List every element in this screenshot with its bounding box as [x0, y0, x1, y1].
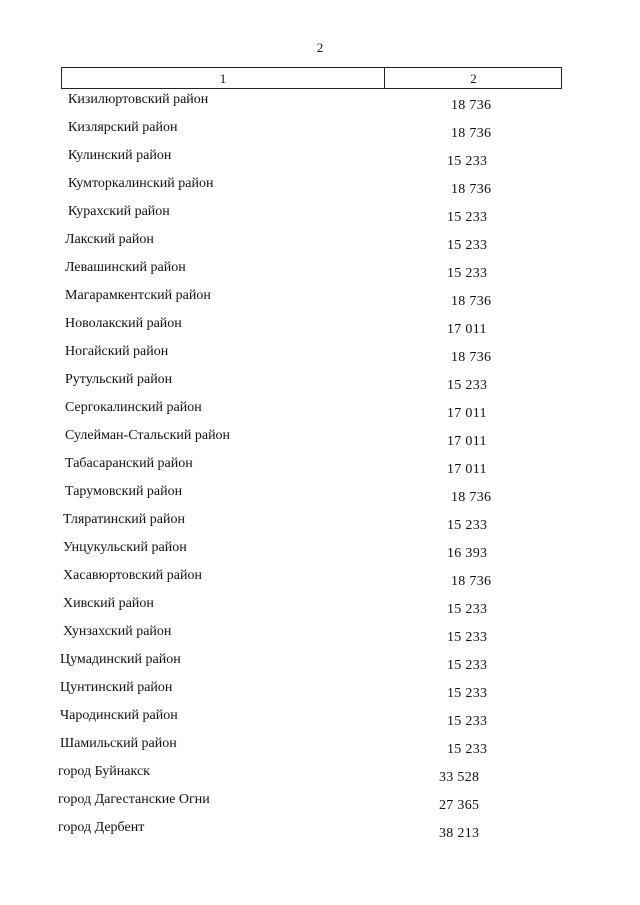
- district-value: 15 233: [447, 154, 488, 169]
- district-value: 27 365: [439, 798, 480, 813]
- district-name: Хасавюртовский район: [63, 568, 202, 583]
- district-name: Кизилюртовский район: [68, 92, 209, 107]
- table-row: [0, 232, 640, 260]
- district-value: 17 011: [447, 462, 487, 477]
- district-name: Кулинский район: [68, 148, 172, 163]
- district-name: Цумадинский район: [60, 652, 181, 667]
- district-value: 15 233: [447, 658, 488, 673]
- district-value: 18 736: [451, 126, 492, 141]
- table-row: [0, 540, 640, 568]
- table-row: [0, 708, 640, 736]
- district-value: 15 233: [447, 238, 488, 253]
- district-value: 15 233: [447, 518, 488, 533]
- district-name: город Дагестанские Огни: [58, 792, 210, 807]
- district-name: Магарамкентский район: [65, 288, 211, 303]
- table-row: [0, 92, 640, 120]
- district-name: Унцукульский район: [63, 540, 187, 555]
- district-name: Лакский район: [65, 232, 154, 247]
- district-value: 18 736: [451, 182, 492, 197]
- district-value: 15 233: [447, 742, 488, 757]
- district-name: Левашинский район: [65, 260, 186, 275]
- district-value: 18 736: [451, 98, 492, 113]
- district-name: Тарумовский район: [65, 484, 183, 499]
- district-value: 38 213: [439, 826, 480, 841]
- district-value: 17 011: [447, 434, 487, 449]
- district-name: город Буйнакск: [58, 764, 150, 779]
- table-row: [0, 372, 640, 400]
- district-value: 15 233: [447, 630, 488, 645]
- district-value: 18 736: [451, 490, 492, 505]
- table-row: [0, 400, 640, 428]
- district-name: Ногайский район: [65, 344, 169, 359]
- table-row: [0, 176, 640, 204]
- table-row: [0, 484, 640, 512]
- district-name: Кизлярский район: [68, 120, 178, 135]
- table-row: [0, 624, 640, 652]
- district-value: 15 233: [447, 210, 488, 225]
- district-name: Чародинский район: [60, 708, 178, 723]
- district-name: Сулейман-Стальский район: [65, 428, 231, 443]
- district-name: Хунзахский район: [63, 624, 172, 639]
- table-row: [0, 260, 640, 288]
- district-value: 15 233: [447, 686, 488, 701]
- district-value: 33 528: [439, 770, 480, 785]
- table-header: [61, 67, 562, 89]
- table-row: [0, 512, 640, 540]
- district-value: 17 011: [447, 406, 487, 421]
- district-value: 18 736: [451, 574, 492, 589]
- district-value: 18 736: [451, 350, 492, 365]
- table-row: [0, 316, 640, 344]
- district-name: Тляратинский район: [63, 512, 185, 527]
- page-number: 2: [316, 40, 324, 55]
- district-name: Курахский район: [68, 204, 170, 219]
- district-value: 18 736: [451, 294, 492, 309]
- table-row: [0, 792, 640, 820]
- table-row: [0, 568, 640, 596]
- table-row: [0, 736, 640, 764]
- district-name: город Дербент: [58, 820, 145, 835]
- district-value: 15 233: [447, 602, 488, 617]
- header-column-1: 1: [219, 71, 227, 86]
- table-row: [0, 456, 640, 484]
- table-row: [0, 820, 640, 848]
- table-row: [0, 652, 640, 680]
- table-row: [0, 148, 640, 176]
- district-name: Цунтинский район: [60, 680, 173, 695]
- table-row: [0, 596, 640, 624]
- header-column-2: 2: [384, 68, 562, 88]
- table-row: [0, 428, 640, 456]
- table-row: [0, 344, 640, 372]
- district-name: Кумторкалинский район: [68, 176, 214, 191]
- district-name: Сергокалинский район: [65, 400, 202, 415]
- district-name: Рутульский район: [65, 372, 173, 387]
- district-value: 17 011: [447, 322, 487, 337]
- district-value: 15 233: [447, 714, 488, 729]
- district-value: 16 393: [447, 546, 488, 561]
- district-name: Табасаранский район: [65, 456, 193, 471]
- district-name: Новолакский район: [65, 316, 182, 331]
- table-row: [0, 764, 640, 792]
- table-row: [0, 288, 640, 316]
- table-row: [0, 204, 640, 232]
- table-row: [0, 120, 640, 148]
- district-name: Шамильский район: [60, 736, 177, 751]
- table-row: [0, 680, 640, 708]
- district-value: 15 233: [447, 266, 488, 281]
- district-name: Хивский район: [63, 596, 154, 611]
- district-value: 15 233: [447, 378, 488, 393]
